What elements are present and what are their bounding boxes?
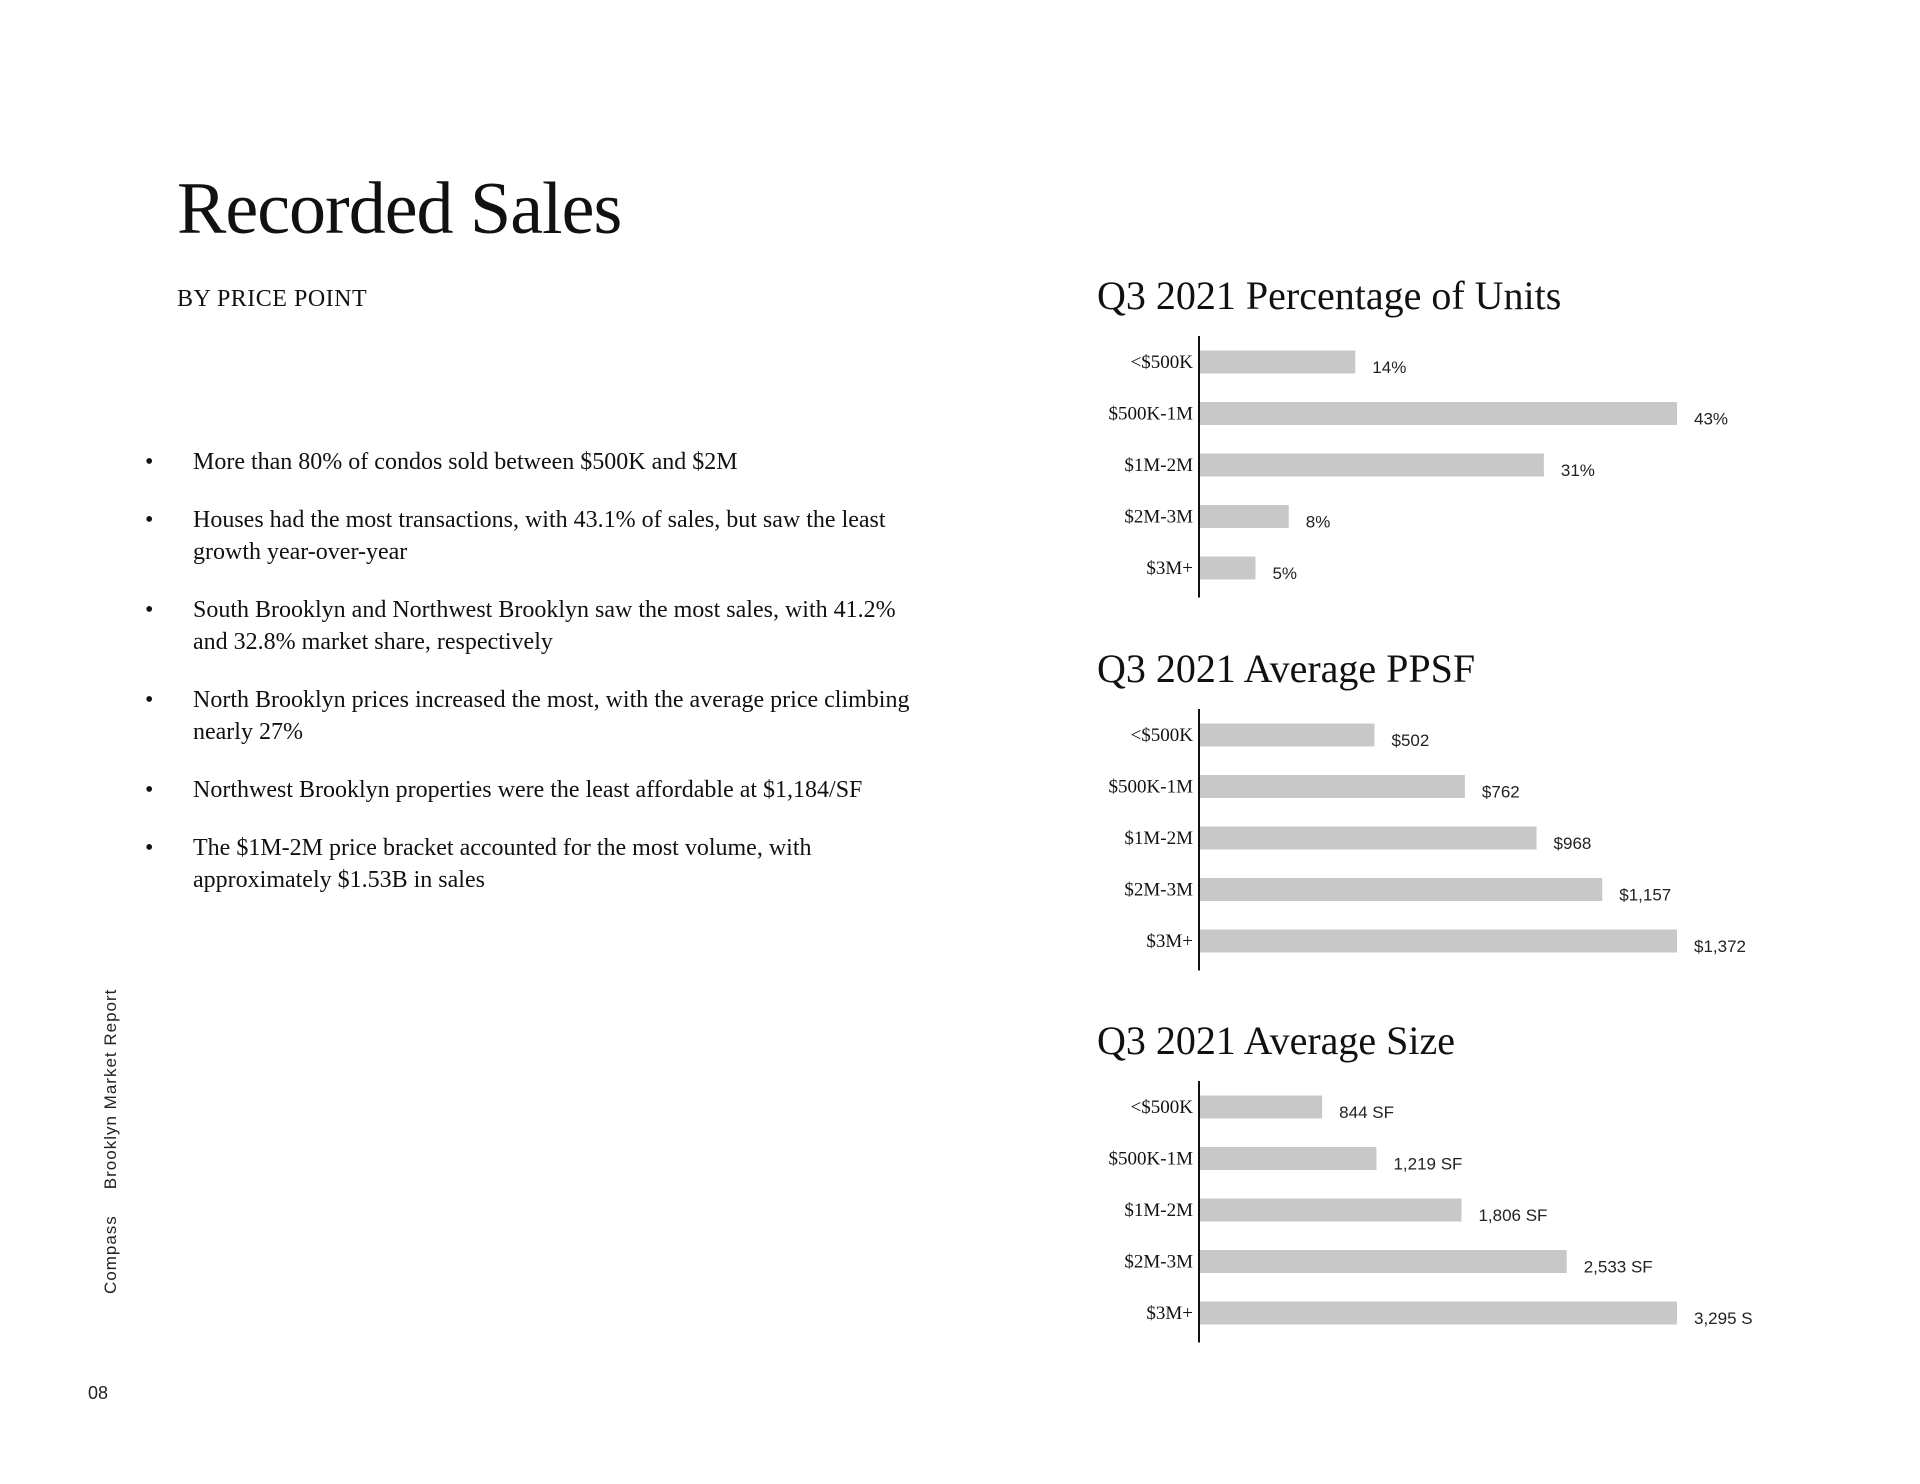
category-label: $2M-3M xyxy=(1124,879,1193,901)
value-label: $1,157 xyxy=(1619,885,1672,905)
bar xyxy=(1200,454,1544,477)
value-label: $762 xyxy=(1481,782,1520,802)
value-label: 31% xyxy=(1560,461,1595,480)
bar xyxy=(1200,1199,1461,1222)
chart-percentage-of-units-svg xyxy=(1097,336,1797,616)
bar xyxy=(1200,1302,1677,1325)
page-title: Recorded Sales xyxy=(177,168,622,250)
value-label: 1,219 SF xyxy=(1393,1154,1463,1174)
category-label: $500K-1M xyxy=(1108,776,1193,798)
bar xyxy=(1200,724,1375,747)
insight-text: The $1M-2M price bracket accounted for the most volume, with approximately $1.53B in sales xyxy=(193,835,812,893)
value-label: 3,295 S xyxy=(1694,1309,1753,1328)
bullet-icon: • xyxy=(145,835,154,861)
category-label: $1M-2M xyxy=(1124,1200,1193,1221)
bar xyxy=(1200,1096,1322,1119)
chart-title: Q3 2021 Percentage of Units xyxy=(1097,273,1562,318)
value-label: $1,372 xyxy=(1694,937,1746,956)
insight-text: South Brooklyn and Northwest Brooklyn saw the most sales, with 41.2% and 32.8% market share, respectively xyxy=(193,597,896,655)
value-label: 8% xyxy=(1305,512,1331,532)
category-label: <$500K xyxy=(1130,1097,1193,1118)
bar xyxy=(1200,351,1355,374)
value-label: $502 xyxy=(1391,731,1430,750)
brand-name: Compass xyxy=(101,1215,120,1294)
report-name: Brooklyn Market Report xyxy=(101,988,120,1190)
page-subtitle: BY PRICE POINT xyxy=(177,286,368,312)
bullet-icon: • xyxy=(145,777,154,803)
chart-percentage-of-units xyxy=(1097,273,1797,616)
insight-text: North Brooklyn prices increased the most, with the average price climbing nearly 27% xyxy=(193,687,910,745)
insight-text: More than 80% of condos sold between $500K and $2M xyxy=(193,449,738,475)
insight-text: Houses had the most transactions, with 43.1% of sales, but saw the least growth year-over-year xyxy=(193,507,886,565)
value-label: 14% xyxy=(1372,358,1407,377)
chart-average-size xyxy=(1097,1018,1797,1361)
bar xyxy=(1200,878,1602,901)
category-label: $2M-3M xyxy=(1124,506,1193,528)
insight-item xyxy=(145,832,925,896)
bar xyxy=(1200,505,1289,528)
chart-title: Q3 2021 Average PPSF xyxy=(1097,646,1476,691)
value-label: 1,806 SF xyxy=(1478,1206,1548,1225)
category-label: $1M-2M xyxy=(1124,455,1193,476)
value-label: 5% xyxy=(1272,564,1298,583)
bar xyxy=(1200,827,1537,850)
insight-text: Northwest Brooklyn properties were the least affordable at $1,184/SF xyxy=(193,777,863,803)
chart-title: Q3 2021 Average Size xyxy=(1097,1018,1456,1063)
category-label: $3M+ xyxy=(1146,558,1193,579)
chart-average-ppsf xyxy=(1097,646,1797,989)
bullet-icon: • xyxy=(145,507,154,533)
side-label xyxy=(101,989,121,1294)
bullet-icon: • xyxy=(145,449,154,475)
bar xyxy=(1200,557,1255,580)
bar xyxy=(1200,1250,1567,1273)
category-label: $2M-3M xyxy=(1124,1251,1193,1273)
category-label: $1M-2M xyxy=(1124,828,1193,849)
category-label: <$500K xyxy=(1130,352,1193,373)
value-label: $968 xyxy=(1553,834,1592,853)
category-label: <$500K xyxy=(1130,725,1193,746)
category-label: $3M+ xyxy=(1146,931,1193,952)
category-label: $500K-1M xyxy=(1108,1148,1193,1170)
value-label: 43% xyxy=(1694,409,1729,429)
insight-item xyxy=(145,774,925,806)
insight-item xyxy=(145,594,925,658)
bar xyxy=(1200,930,1677,953)
chart-average-ppsf-svg xyxy=(1097,709,1797,989)
insight-item xyxy=(145,684,925,748)
value-label: 844 SF xyxy=(1339,1103,1394,1122)
page-number: 08 xyxy=(88,1383,109,1403)
chart-average-size-svg xyxy=(1097,1081,1797,1361)
bullet-icon: • xyxy=(145,687,154,713)
bar xyxy=(1200,402,1677,425)
insight-item xyxy=(145,446,925,478)
insight-item xyxy=(145,504,925,568)
category-label: $500K-1M xyxy=(1108,403,1193,425)
value-label: 2,533 SF xyxy=(1583,1257,1653,1277)
insights-list xyxy=(145,446,925,922)
bar xyxy=(1200,775,1465,798)
category-label: $3M+ xyxy=(1146,1303,1193,1324)
bullet-icon: • xyxy=(145,597,154,623)
bar xyxy=(1200,1147,1376,1170)
